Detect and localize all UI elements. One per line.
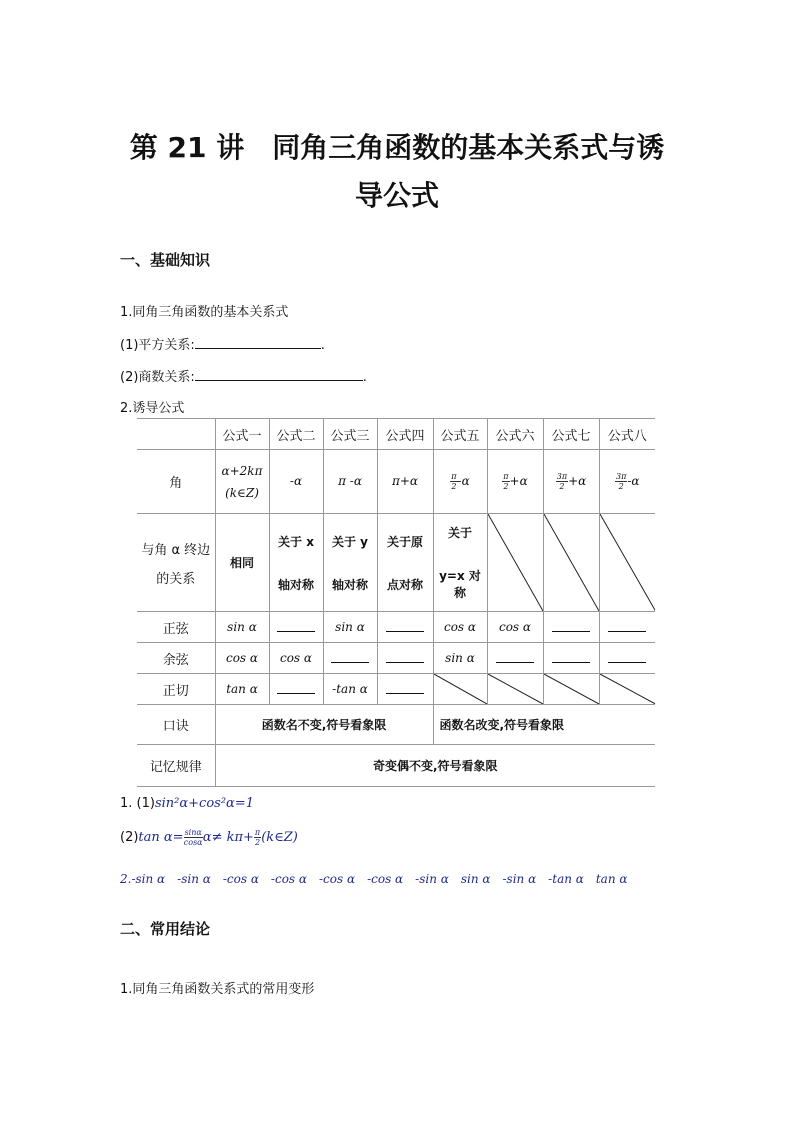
tan-cell-4 (377, 674, 433, 705)
quotient-relation-label: (2)商数关系: (120, 370, 195, 385)
square-relation-period: . (320, 338, 325, 353)
diagonal-slash-icon (544, 674, 599, 704)
table-relation-row (137, 514, 655, 612)
sin-cell-2 (269, 612, 323, 643)
angle-7-fraction: $\frac{3\pi}{2}$ (556, 472, 568, 491)
cos-blank-6 (496, 650, 534, 663)
relation-4-line-1: 关于原 (386, 534, 423, 549)
sin-row-label: 正弦 (137, 612, 215, 643)
angle-5-fraction: $\frac{\pi}{2}$ (451, 472, 457, 491)
item-basic-relations: 1.同角三角函数的基本关系式 (120, 305, 289, 320)
angle-cell-5 (433, 450, 487, 514)
memory-rule-cell (215, 745, 655, 787)
cos-cell-4 (377, 643, 433, 674)
cos-value-2: cos α (279, 650, 313, 665)
tan-value-3: -tan α (332, 681, 368, 696)
answer-2-mid: α≠ kπ+ (202, 830, 254, 845)
tan-value-1: tan α (226, 681, 258, 696)
sin-value-6: cos α (498, 619, 532, 634)
section-heading-basics: 一、基础知识 (120, 251, 211, 269)
relation-4-line-2: 点对称 (386, 577, 423, 592)
relation-5-line-1: 关于 (447, 526, 472, 540)
square-relation-blank (195, 335, 321, 349)
cos-blank-8 (608, 650, 646, 663)
quotient-relation-blank (195, 367, 363, 381)
sin-blank-2 (277, 619, 315, 632)
item-common-transforms: 1.同角三角函数关系式的常用变形 (120, 982, 315, 997)
angle-8-fraction: $\frac{3\pi}{2}$ (615, 472, 627, 491)
sin-blank-4 (386, 619, 424, 632)
answer-2-tan: tan α= (138, 830, 184, 845)
answer-1-formula: sin²α+cos²α=1 (154, 796, 254, 811)
cos-value-1: cos α (225, 650, 259, 665)
relation-label-line-1: 与角 α 终边 (141, 542, 211, 558)
header-formula-4: 公式四 (377, 419, 433, 450)
relation-cell-8-empty (599, 514, 655, 612)
header-formula-7: 公式七 (543, 419, 599, 450)
header-corner-cell (137, 419, 215, 450)
quotient-relation-period: . (362, 370, 367, 385)
cos-blank-7 (552, 650, 590, 663)
diagonal-slash-icon (544, 514, 599, 611)
sin-blank-7 (552, 619, 590, 632)
header-formula-5: 公式五 (433, 419, 487, 450)
angle-row-label: 角 (137, 450, 215, 514)
angle-cell-8 (599, 450, 655, 514)
angle-3-expr: π -α (338, 474, 362, 488)
relation-3-line-2: 轴对称 (331, 577, 368, 592)
square-relation-label: (1)平方关系: (120, 338, 195, 353)
relation-cell-7-empty (543, 514, 599, 612)
cos-cell-3 (323, 643, 377, 674)
relation-cell-5 (433, 514, 487, 612)
relation-label-line-2: 的关系 (156, 571, 196, 587)
table-header-row (137, 419, 655, 450)
answer-2-tail: (k∈Z) (261, 830, 298, 845)
relation-cell-2 (269, 514, 323, 612)
table-cos-row (137, 643, 655, 674)
relation-cell-3 (323, 514, 377, 612)
answer-line-2 (120, 828, 298, 847)
sin-blank-8 (608, 619, 646, 632)
cos-cell-2 (269, 643, 323, 674)
sin-value-5: cos α (443, 619, 477, 634)
cos-cell-8 (599, 643, 655, 674)
tan-cell-8-empty (599, 674, 655, 705)
page-title-line-1: 第 21 讲 同角三角函数的基本关系式与诱 (129, 131, 665, 164)
tan-blank-2 (277, 681, 315, 694)
answer-line-3: 2.-sin α -sin α -cos α -cos α -cos α -cos α -sin α sin α -sin α -tan α tan α (120, 872, 628, 886)
table-memory-row (137, 745, 655, 787)
table-mnemonic-row (137, 705, 655, 745)
sin-cell-3 (323, 612, 377, 643)
table-tan-row (137, 674, 655, 705)
cos-cell-7 (543, 643, 599, 674)
header-formula-8: 公式八 (599, 419, 655, 450)
mnemonic-unchanged-text: 函数名不变,符号看象限 (261, 718, 387, 732)
diagonal-slash-icon (488, 514, 543, 611)
tan-cell-5-empty (433, 674, 487, 705)
page-title-line-2: 导公式 (354, 179, 439, 212)
tan-cell-3 (323, 674, 377, 705)
relation-2-line-2: 轴对称 (277, 577, 314, 592)
angle-cell-6 (487, 450, 543, 514)
item-square-relation (120, 334, 325, 353)
relation-5-line-2: y=x 对称 (439, 569, 481, 600)
mnemonic-row-label: 口诀 (137, 705, 215, 745)
angle-1-expr: α+2kπ (221, 463, 263, 478)
diagonal-slash-icon (600, 674, 656, 704)
angle-cell-2 (269, 450, 323, 514)
angle-cell-7 (543, 450, 599, 514)
answer-2-fraction: $\frac{\sin\alpha}{\cos\alpha}$ (183, 828, 203, 847)
cos-row-label: 余弦 (137, 643, 215, 674)
cos-blank-4 (386, 650, 424, 663)
cos-cell-6 (487, 643, 543, 674)
relation-cell-6-empty (487, 514, 543, 612)
angle-6-fraction: $\frac{\pi}{2}$ (503, 472, 509, 491)
induction-formula-table (137, 418, 655, 787)
answer-1-prefix: 1. (1) (120, 796, 155, 811)
cos-blank-3 (331, 650, 369, 663)
angle-6-tail: +α (509, 474, 528, 488)
mnemonic-changed-text: 函数名改变,符号看象限 (439, 718, 565, 732)
tan-cell-7-empty (543, 674, 599, 705)
diagonal-slash-icon (434, 674, 487, 704)
angle-4-expr: π+α (391, 474, 419, 488)
header-formula-6: 公式六 (487, 419, 543, 450)
tan-row-label: 正切 (137, 674, 215, 705)
angle-cell-4 (377, 450, 433, 514)
angle-cell-1 (215, 450, 269, 514)
tan-cell-1 (215, 674, 269, 705)
item-quotient-relation (120, 366, 367, 385)
header-formula-2: 公式二 (269, 419, 323, 450)
angle-1-cond: (k∈Z) (225, 485, 259, 500)
cos-cell-5 (433, 643, 487, 674)
cos-value-5: sin α (445, 650, 475, 665)
table-angle-row (137, 450, 655, 514)
relation-cell-4 (377, 514, 433, 612)
relation-1-text: 相同 (229, 556, 254, 570)
sin-value-3: sin α (335, 619, 365, 634)
angle-cell-3 (323, 450, 377, 514)
header-formula-3: 公式三 (323, 419, 377, 450)
section-heading-conclusions: 二、常用结论 (120, 920, 211, 938)
relation-row-label (137, 514, 215, 612)
item-induction-formulas: 2.诱导公式 (120, 401, 185, 416)
diagonal-slash-icon (600, 514, 656, 611)
sin-cell-7 (543, 612, 599, 643)
sin-value-1: sin α (227, 619, 257, 634)
diagonal-slash-icon (488, 674, 543, 704)
relation-3-line-1: 关于 y (331, 534, 368, 549)
answer-2-pi-fraction: $\frac{\pi}{2}$ (254, 828, 261, 847)
memory-row-label: 记忆规律 (137, 745, 215, 787)
tan-cell-6-empty (487, 674, 543, 705)
angle-5-tail: -α (457, 474, 470, 488)
answer-2-prefix: (2) (120, 830, 139, 845)
tan-blank-4 (386, 681, 424, 694)
sin-cell-4 (377, 612, 433, 643)
table-sin-row (137, 612, 655, 643)
angle-8-tail: -α (627, 474, 640, 488)
sin-cell-6 (487, 612, 543, 643)
cos-cell-1 (215, 643, 269, 674)
mnemonic-cell-changed (433, 705, 655, 745)
tan-cell-2 (269, 674, 323, 705)
sin-cell-5 (433, 612, 487, 643)
header-formula-1: 公式一 (215, 419, 269, 450)
answer-line-1 (120, 796, 254, 811)
sin-cell-1 (215, 612, 269, 643)
mnemonic-cell-unchanged (215, 705, 433, 745)
angle-2-expr: -α (289, 474, 303, 488)
sin-cell-8 (599, 612, 655, 643)
relation-2-line-1: 关于 x (278, 534, 314, 549)
memory-rule-text: 奇变偶不变,符号看象限 (372, 759, 498, 773)
angle-7-tail: +α (568, 474, 587, 488)
relation-cell-1 (215, 514, 269, 612)
